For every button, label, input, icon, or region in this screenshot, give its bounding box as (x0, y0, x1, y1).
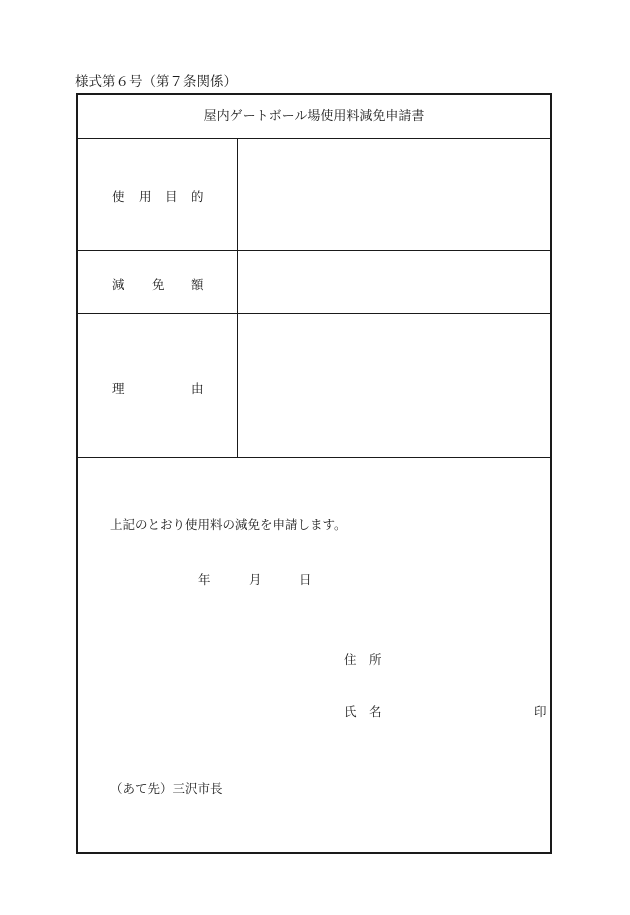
purpose-label-char: 目 (165, 189, 178, 204)
name-label-char: 氏 (344, 704, 357, 719)
reduction-amount-field[interactable] (238, 251, 550, 313)
purpose-label-char: 用 (139, 189, 152, 204)
form-title: 屋内ゲートボール場使用料減免申請書 (203, 109, 425, 124)
amount-label-char: 額 (191, 277, 204, 292)
purpose-label-char: 的 (191, 189, 204, 204)
address-label-char: 所 (369, 652, 382, 667)
address-field[interactable] (398, 650, 538, 666)
reason-label-char: 由 (191, 381, 204, 396)
address-label (344, 650, 404, 666)
reason-label-char: 理 (112, 381, 125, 396)
divider-reason (78, 457, 550, 458)
purpose-label-char: 使 (112, 189, 125, 204)
date-year-label: 年 (198, 572, 211, 587)
name-label-char: 名 (369, 704, 382, 719)
purpose-field[interactable] (238, 139, 550, 250)
form-number: 様式第６号（第７条関係） (75, 74, 237, 90)
addressee: （あて先）三沢市長 (110, 781, 223, 796)
reduction-amount-label (78, 275, 238, 291)
purpose-label (78, 187, 238, 203)
reason-field[interactable] (238, 314, 550, 457)
amount-label-char: 免 (152, 277, 165, 292)
reason-label (78, 379, 238, 395)
seal-mark: 印 (534, 704, 547, 719)
address-label-char: 住 (344, 652, 357, 667)
date-month-label: 月 (249, 572, 262, 587)
name-label (344, 702, 404, 718)
application-form (76, 93, 552, 854)
name-field[interactable] (398, 702, 518, 718)
application-statement: 上記のとおり使用料の減免を申請します。 (110, 517, 347, 532)
date-day-label: 日 (299, 572, 312, 587)
amount-label-char: 減 (112, 277, 125, 292)
